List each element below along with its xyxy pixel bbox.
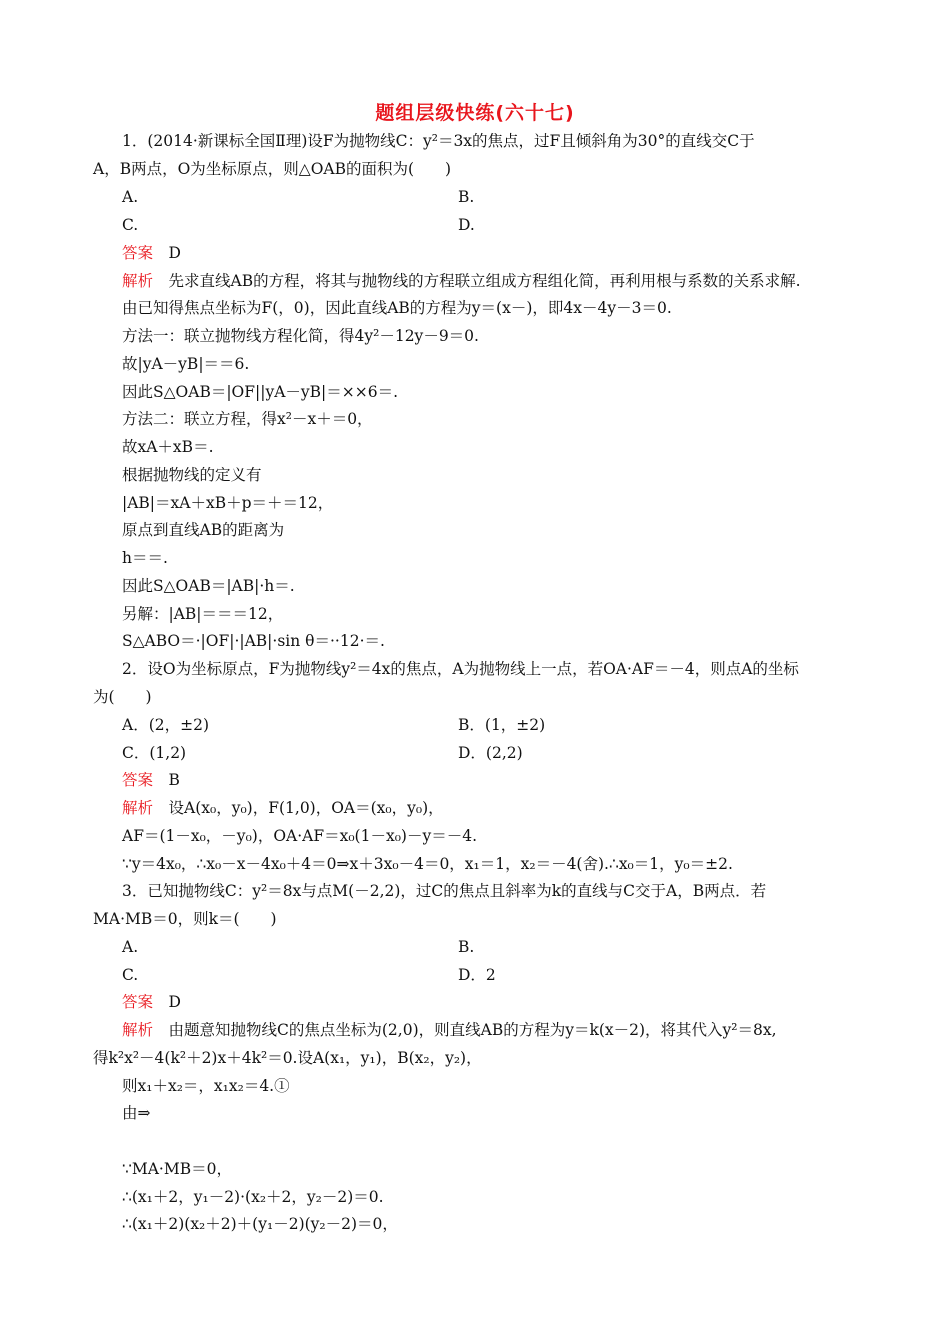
line-text: B．(1，±2): [458, 716, 546, 734]
text-line: [458, 742, 523, 764]
text-line: [122, 936, 138, 958]
line-text: D: [153, 244, 181, 262]
line-text: 由题意知抛物线C的焦点坐标为(2,0)，则直线AB的方程为y＝k(x－2)，将其代入y²＝8x,: [153, 1021, 777, 1039]
line-text: C.: [122, 966, 139, 984]
line-text: AF＝(1－x₀，－y₀)，OA·AF＝x₀(1－x₀)－y＝－4.: [122, 827, 478, 845]
text-line: [122, 964, 138, 986]
line-text: D．(2,2): [458, 744, 523, 762]
line-text: 为( ): [93, 688, 152, 706]
text-line: [122, 714, 209, 736]
line-text: 2．设O为坐标原点，F为抛物线y²＝4x的焦点，A为抛物线上一点，若OA·AF＝－4，则点A的坐标: [122, 660, 799, 678]
line-text: 故|yA－yB|＝＝6.: [122, 355, 250, 373]
line-text: 3．已知抛物线C：y²＝8x与点M(－2,2)，过C的焦点且斜率为k的直线与C交于A，B两点．若: [122, 882, 767, 900]
line-text: 因此S△OAB＝|AB|·h＝.: [122, 577, 295, 595]
line-text: B: [153, 771, 180, 789]
text-line: [93, 908, 277, 930]
text-line: [122, 797, 444, 819]
line-text: ∵MA·MB＝0，: [122, 1160, 232, 1178]
text-line: [122, 214, 138, 236]
line-text: 因此S△OAB＝|OF||yA－yB|＝××6＝.: [122, 383, 399, 401]
line-text: 另解：|AB|＝＝＝12，: [122, 605, 284, 623]
line-text: 故xA＋xB＝.: [122, 438, 214, 456]
line-text: 则x₁＋x₂＝，x₁x₂＝4.①: [122, 1077, 290, 1095]
text-line: [122, 464, 262, 486]
line-text: S△ABO＝·|OF|·|AB|·sin θ＝··12·＝.: [122, 632, 385, 650]
text-line: [458, 714, 545, 736]
text-line: [122, 492, 333, 514]
text-line: [458, 936, 474, 958]
solution-label: 解析: [122, 1021, 154, 1039]
text-line: [122, 1019, 777, 1041]
line-text: 方法二：联立方程，得x²－x＋＝0，: [122, 410, 373, 428]
line-text: |AB|＝xA＋xB＋p＝＋＝12，: [122, 494, 334, 512]
line-text: B.: [458, 938, 475, 956]
solution-label: 解析: [122, 272, 154, 290]
solution-label: 解析: [122, 799, 154, 817]
line-text: h＝＝.: [122, 549, 168, 567]
line-text: 得k²x²－4(k²＋2)x＋4k²＝0.设A(x₁，y₁)，B(x₂，y₂)，: [93, 1049, 482, 1067]
text-line: [93, 158, 451, 180]
text-line: [122, 297, 672, 319]
text-line: [122, 853, 733, 875]
text-line: [122, 270, 801, 292]
text-line: [122, 242, 181, 264]
text-line: [122, 630, 385, 652]
line-text: A，B两点，O为坐标原点，则△OAB的面积为( ): [93, 160, 452, 178]
text-line: [122, 1102, 151, 1124]
answer-label: 答案: [122, 771, 154, 789]
line-text: 由已知得焦点坐标为F(，0)，因此直线AB的方程为y＝(x－)，即4x－4y－3＝0.: [122, 299, 672, 317]
line-text: D．2: [458, 966, 496, 984]
text-line: [458, 186, 474, 208]
line-text: D.: [458, 216, 475, 234]
text-line: [122, 1213, 398, 1235]
text-line: [122, 186, 138, 208]
line-text: B.: [458, 188, 475, 206]
text-line: [122, 825, 477, 847]
line-text: ∵y＝4x₀，∴x₀－x－4x₀＋4＝0⇒x＋3x₀－4＝0，x₁＝1，x₂＝－4(舍).∴x₀＝1，y₀＝±2.: [122, 855, 733, 873]
text-line: [122, 353, 249, 375]
line-text: MA·MB＝0，则k＝( ): [93, 910, 277, 928]
text-line: [122, 603, 283, 625]
line-text: 方法一：联立抛物线方程化简，得4y²－12y－9＝0.: [122, 327, 479, 345]
answer-label: 答案: [122, 244, 154, 262]
text-line: [122, 1158, 232, 1180]
line-text: ∴(x₁＋2，y₁－2)·(x₂＋2，y₂－2)＝0.: [122, 1188, 384, 1206]
text-line: [122, 880, 766, 902]
page-title: 题组层级快练(六十七): [375, 102, 575, 124]
line-text: 先求直线AB的方程，将其与抛物线的方程联立组成方程组化简，再利用根与系数的关系求解.: [153, 272, 801, 290]
text-line: [122, 658, 799, 680]
text-line: [122, 325, 479, 347]
line-text: A.: [122, 938, 139, 956]
text-line: [122, 742, 186, 764]
text-line: [122, 991, 181, 1013]
text-line: [93, 1047, 482, 1069]
line-text: 原点到直线AB的距离为: [122, 521, 285, 539]
text-line: [122, 547, 168, 569]
line-text: A.: [122, 188, 139, 206]
text-line: [122, 130, 755, 152]
line-text: 由⇒: [122, 1104, 151, 1122]
text-line: [122, 575, 295, 597]
text-line: [122, 1075, 290, 1097]
text-line: [122, 436, 214, 458]
text-line: [458, 964, 496, 986]
line-text: A．(2，±2): [122, 716, 209, 734]
line-text: C．(1,2): [122, 744, 187, 762]
text-line: [122, 519, 284, 541]
text-line: [122, 408, 373, 430]
text-line: [458, 214, 475, 236]
line-text: 1．(2014·新课标全国Ⅱ理)设F为抛物线C：y²＝3x的焦点，过F且倾斜角为30°的直线交C于: [122, 132, 755, 150]
line-text: C.: [122, 216, 139, 234]
text-line: [122, 769, 180, 791]
line-text: D: [153, 993, 181, 1011]
line-text: 设A(x₀，y₀)，F(1,0)，OA＝(x₀，y₀)，: [153, 799, 444, 817]
answer-label: 答案: [122, 993, 154, 1011]
text-line: [122, 381, 398, 403]
text-line: [122, 1186, 384, 1208]
text-line: [93, 686, 152, 708]
line-text: 根据抛物线的定义有: [122, 466, 262, 484]
line-text: ∴(x₁＋2)(x₂＋2)＋(y₁－2)(y₂－2)＝0，: [122, 1215, 398, 1233]
